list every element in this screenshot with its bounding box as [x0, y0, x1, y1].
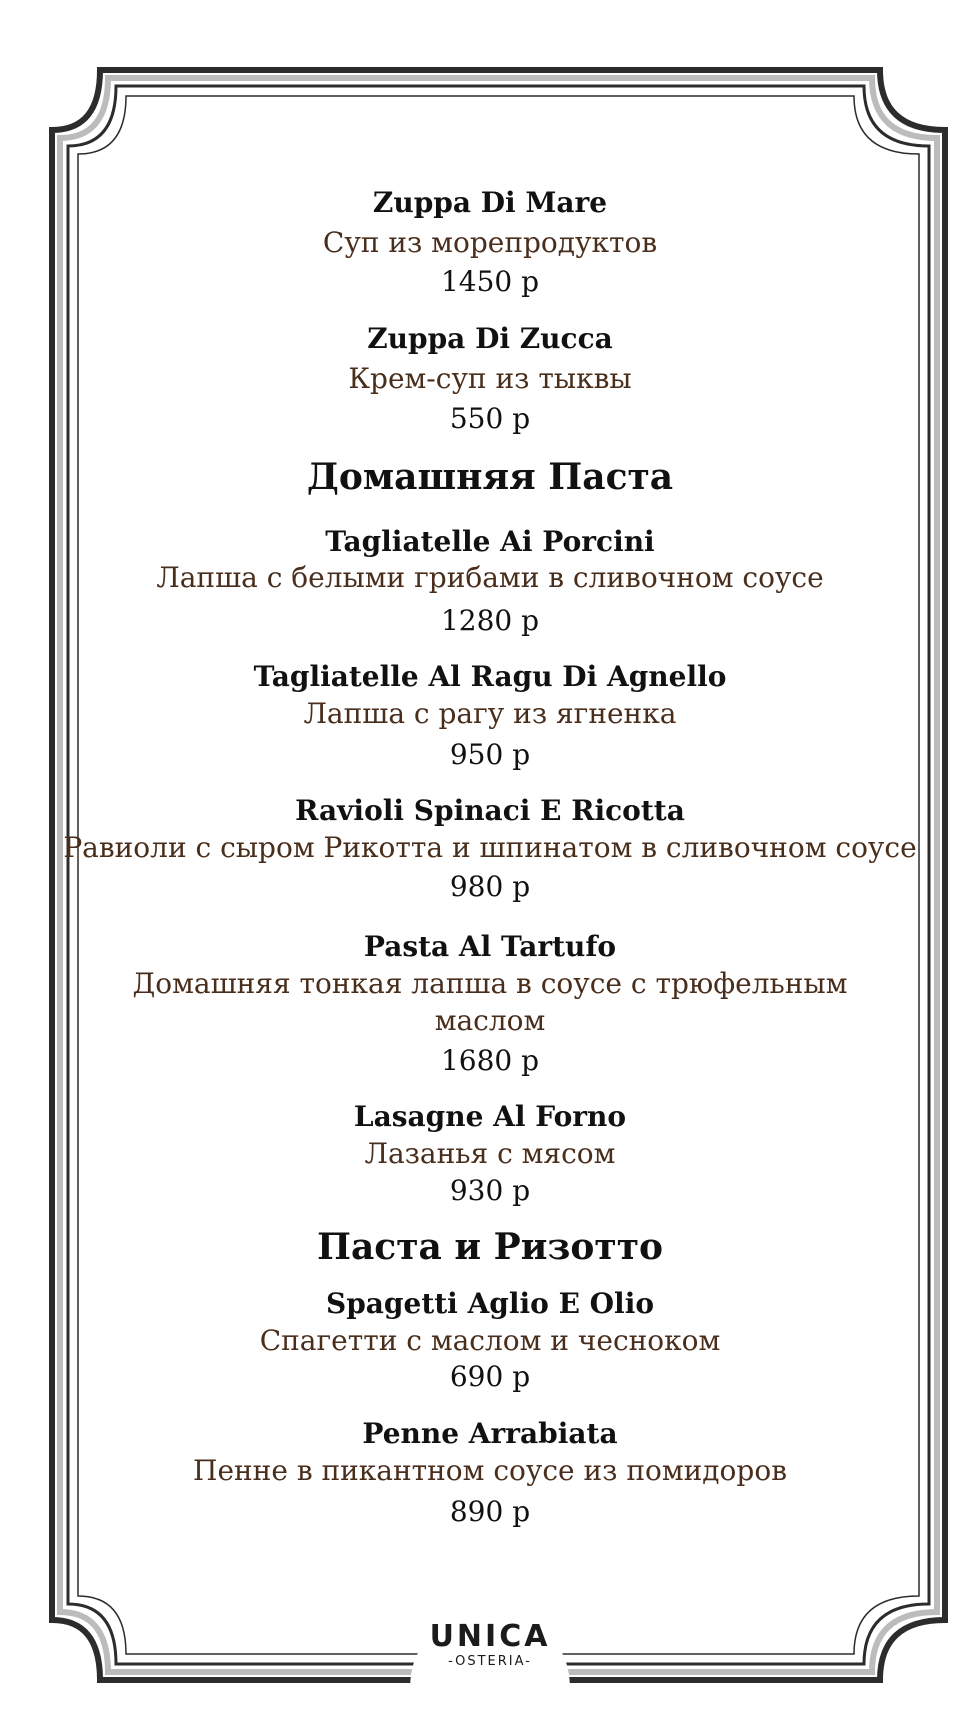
dish-description: Крем-суп из тыквы	[348, 362, 632, 395]
dish-name: Pasta Al Tartufo	[363, 930, 617, 963]
dish-price: 930 р	[449, 1174, 531, 1207]
dish-price: 890 р	[449, 1495, 531, 1528]
dish-description: Равиоли с сыром Рикотта и шпинатом в сливочном соусе	[63, 831, 917, 864]
dish-price: 1680 р	[440, 1044, 540, 1077]
dish-name: Penne Arrabiata	[362, 1417, 618, 1450]
dish-name: Lasagne Al Forno	[353, 1100, 627, 1133]
dish-name: Tagliatelle Ai Porcini	[325, 525, 655, 558]
dish-description: Пенне в пикантном соусе из помидоров	[193, 1454, 787, 1487]
dish-name: Tagliatelle Al Ragu Di Agnello	[253, 660, 727, 693]
dish-price: 1450 р	[440, 265, 540, 298]
dish-description: Суп из морепродуктов	[322, 226, 658, 259]
restaurant-logo	[410, 1620, 570, 1670]
dish-description: Лапша с рагу из ягненка	[303, 697, 677, 730]
dish-name: Spagetti Aglio E Olio	[325, 1287, 654, 1320]
dish-description: Лапша с белыми грибами в сливочном соусе	[156, 561, 824, 594]
dish-description-continued: маслом	[434, 1004, 546, 1037]
dish-description: Лазанья с мясом	[364, 1137, 616, 1170]
dish-price: 550 р	[449, 402, 531, 435]
dish-name: Ravioli Spinaci E Ricotta	[295, 794, 685, 827]
dish-price: 1280 р	[440, 604, 540, 637]
logo-subtitle: -OSTERIA-	[448, 1654, 532, 1669]
dish-price: 950 р	[449, 738, 531, 771]
dish-price: 690 р	[449, 1360, 531, 1393]
dish-description: Домашняя тонкая лапша в соусе с трюфельным	[132, 967, 848, 1000]
logo-wordmark: UNICA	[429, 1619, 551, 1654]
section-heading: Домашняя Паста	[306, 456, 674, 498]
section-heading: Паста и Ризотто	[316, 1226, 664, 1268]
dish-description: Спагетти с маслом и чесноком	[259, 1324, 721, 1357]
dish-price: 980 р	[449, 870, 531, 903]
dish-name: Zuppa Di Mare	[372, 186, 608, 219]
dish-name: Zuppa Di Zucca	[367, 322, 613, 355]
